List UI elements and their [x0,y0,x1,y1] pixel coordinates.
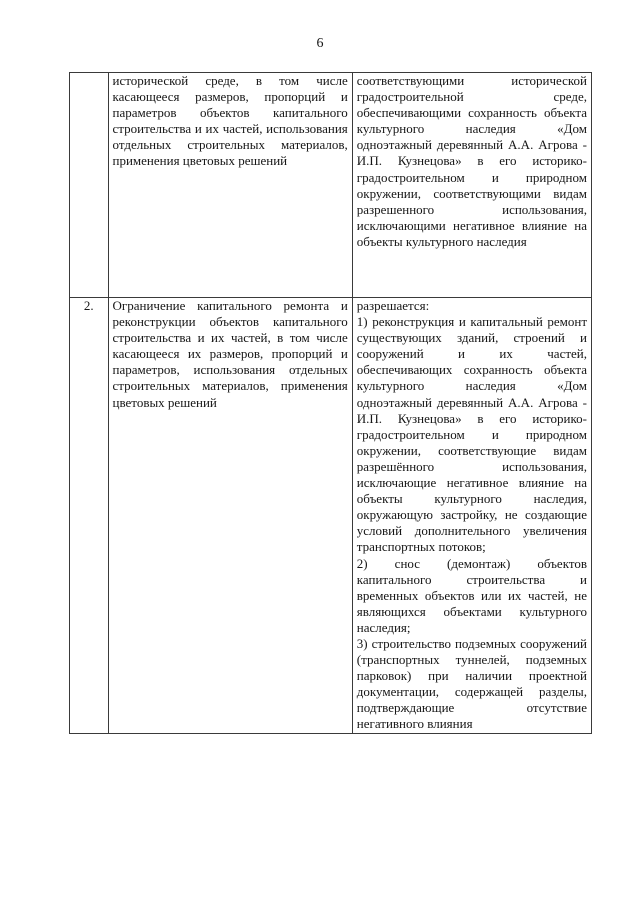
regulation-paragraph: разрешается: [356,298,430,313]
table-row [70,73,592,298]
description-text: Ограничение капитального ремонта и реконструкции объектов капитального строительства и их частей, в том числе касающееся их размеров, пропорций и параметров, использования отдельных строительных материалов, применения цветовых решений [112,298,348,410]
regulation-paragraph: соответствующими исторической градостроительной среде, обеспечивающими сохранность объекта культурного наследия «Дом одноэтажный деревянный А.А. Агрова - И.П. Кузнецова» в его историко-градостроительном и природном окружении, соответствующими видам разрешенного использования, исключающими негативное влияние на объекты культурного наследия [356,73,587,249]
description-cell [108,73,352,298]
table-row [70,298,592,734]
description-cell [108,298,352,734]
row-number-cell: 2. [70,298,109,734]
description-text: исторической среде, в том числе касающееся размеров, пропорций и параметров объектов капитального строительства и их частей, использования отдельных строительных материалов, применения цветовых решений [112,73,348,169]
regulation-paragraph: 3) строительство подземных сооружений (транспортных туннелей, подземных парковок) при наличии проектной документации, содержащей разделы, подтверждающие отсутствие негативного влияния [356,635,587,732]
regulation-cell [352,298,591,734]
regulations-table [69,72,592,734]
regulation-paragraph: 1) реконструкция и капитальный ремонт существующих зданий, строений и сооружений и их частей, обеспечивающих сохранность объекта культурного наследия «Дом одноэтажный деревянный А.А. Агрова - И.П. Кузнецова» в его историко-градостроительном и природном окружении, соответствующие видам разрешённого использования, исключающие негативное влияние на объекты культурного наследия, окружающую застройку, не создающие условий дополнительного увеличения транспортных потоков; [356,314,587,555]
page-number: 6 [316,36,324,51]
regulation-cell [352,73,591,298]
row-number-cell [70,73,109,298]
regulation-paragraph: 2) снос (демонтаж) объектов капитального строительства и временных объектов или их частей, не являющихся объектами культурного наследия; [356,555,587,635]
